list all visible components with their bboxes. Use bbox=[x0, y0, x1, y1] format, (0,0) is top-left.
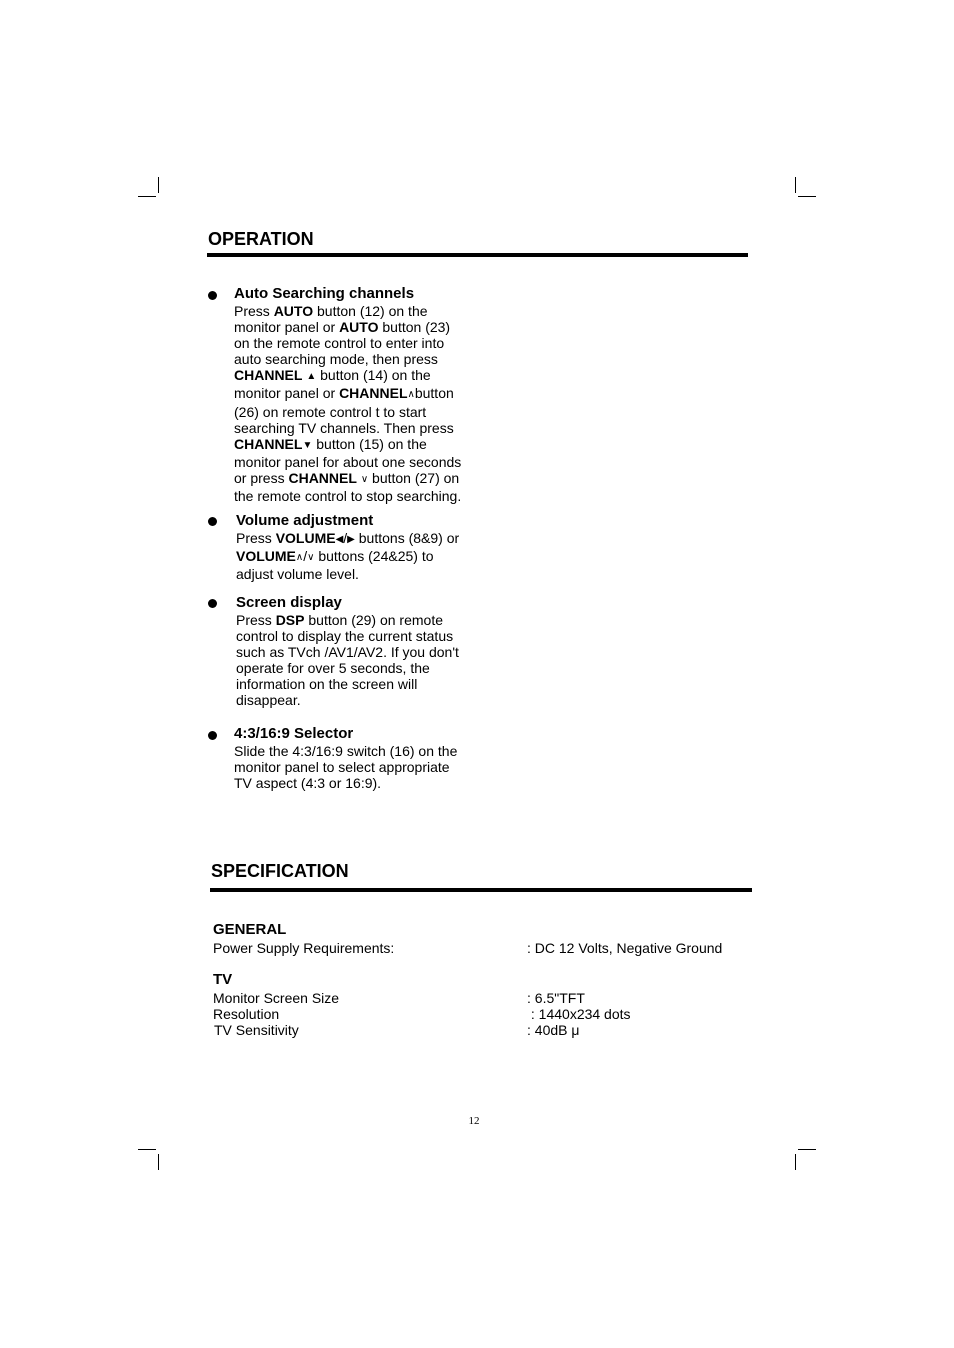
general-heading: GENERAL bbox=[213, 921, 287, 938]
bullet-icon bbox=[208, 731, 217, 740]
triangle-left-icon: ◀ bbox=[335, 534, 344, 545]
item-title: Screen display bbox=[236, 594, 342, 611]
triangle-down-icon: ▼ bbox=[302, 439, 313, 451]
spec-label: Power Supply Requirements: bbox=[213, 940, 395, 956]
operation-rule bbox=[207, 253, 748, 257]
triangle-right-icon: ▶ bbox=[347, 534, 355, 545]
item-body: Press AUTO button (12) on the monitor panel or AUTO button (23) on the remote control to enter into auto searching mode, then press CHANNEL ▲ button (14) on the monitor panel or CHANNEL∧button (26) on remote control t to start searching TV channels. Then press CHANNEL▼ button (15) on the monitor panel for about one seconds or press CHANNEL ∨ button (27) on the remote control to stop searching. bbox=[234, 303, 462, 505]
operation-item-aspect-selector bbox=[234, 725, 457, 791]
crop-mark bbox=[795, 1154, 796, 1170]
spec-value: : 6.5"TFT bbox=[527, 990, 585, 1006]
item-title: Auto Searching channels bbox=[234, 285, 415, 302]
crop-mark bbox=[158, 177, 159, 193]
crop-mark bbox=[138, 1149, 156, 1150]
caret-up-icon: ∧ bbox=[407, 389, 415, 401]
crop-mark bbox=[138, 196, 156, 197]
operation-item-auto-search bbox=[234, 285, 461, 504]
spec-value: : 40dB μ bbox=[527, 1022, 580, 1038]
operation-title: OPERATION bbox=[208, 229, 314, 249]
specification-title: SPECIFICATION bbox=[211, 861, 349, 881]
item-body: Slide the 4:3/16:9 switch (16) on the monitor panel to select appropriate TV aspect (4:3 or 16:9). bbox=[234, 743, 458, 792]
item-body: Press DSP button (29) on remote control to display the current status such as TVch /AV1/AV2. If you don't operate for over 5 seconds, the information on the screen will disappear. bbox=[236, 612, 459, 709]
spec-value: : DC 12 Volts, Negative Ground bbox=[527, 940, 723, 956]
item-title: Volume adjustment bbox=[236, 512, 374, 529]
item-title: 4:3/16:9 Selector bbox=[234, 725, 354, 742]
crop-mark bbox=[798, 1149, 816, 1150]
spec-value: : 1440x234 dots bbox=[527, 1006, 631, 1022]
specification-rule bbox=[210, 888, 752, 892]
bullet-icon bbox=[208, 291, 217, 300]
crop-mark bbox=[158, 1154, 159, 1170]
bullet-icon bbox=[208, 599, 217, 608]
triangle-up-icon: ▲ bbox=[306, 371, 317, 383]
crop-mark bbox=[795, 177, 796, 193]
operation-item-volume bbox=[236, 512, 459, 582]
caret-down-icon: ∨ bbox=[360, 473, 369, 485]
item-body: Press VOLUME◀/▶ buttons (8&9) or VOLUME∧/∨ buttons (24&25) to adjust volume level. bbox=[236, 530, 460, 583]
operation-item-screen-display bbox=[236, 594, 459, 709]
spec-label: TV Sensitivity bbox=[214, 1022, 299, 1038]
crop-mark bbox=[798, 196, 816, 197]
caret-down-icon: ∨ bbox=[307, 552, 315, 564]
spec-label: Monitor Screen Size bbox=[213, 990, 340, 1006]
bullet-icon bbox=[208, 517, 217, 526]
page-number: 12 bbox=[468, 1115, 480, 1127]
caret-up-icon: ∧ bbox=[295, 552, 304, 564]
tv-heading: TV bbox=[213, 971, 233, 988]
spec-label: Resolution bbox=[213, 1006, 280, 1022]
